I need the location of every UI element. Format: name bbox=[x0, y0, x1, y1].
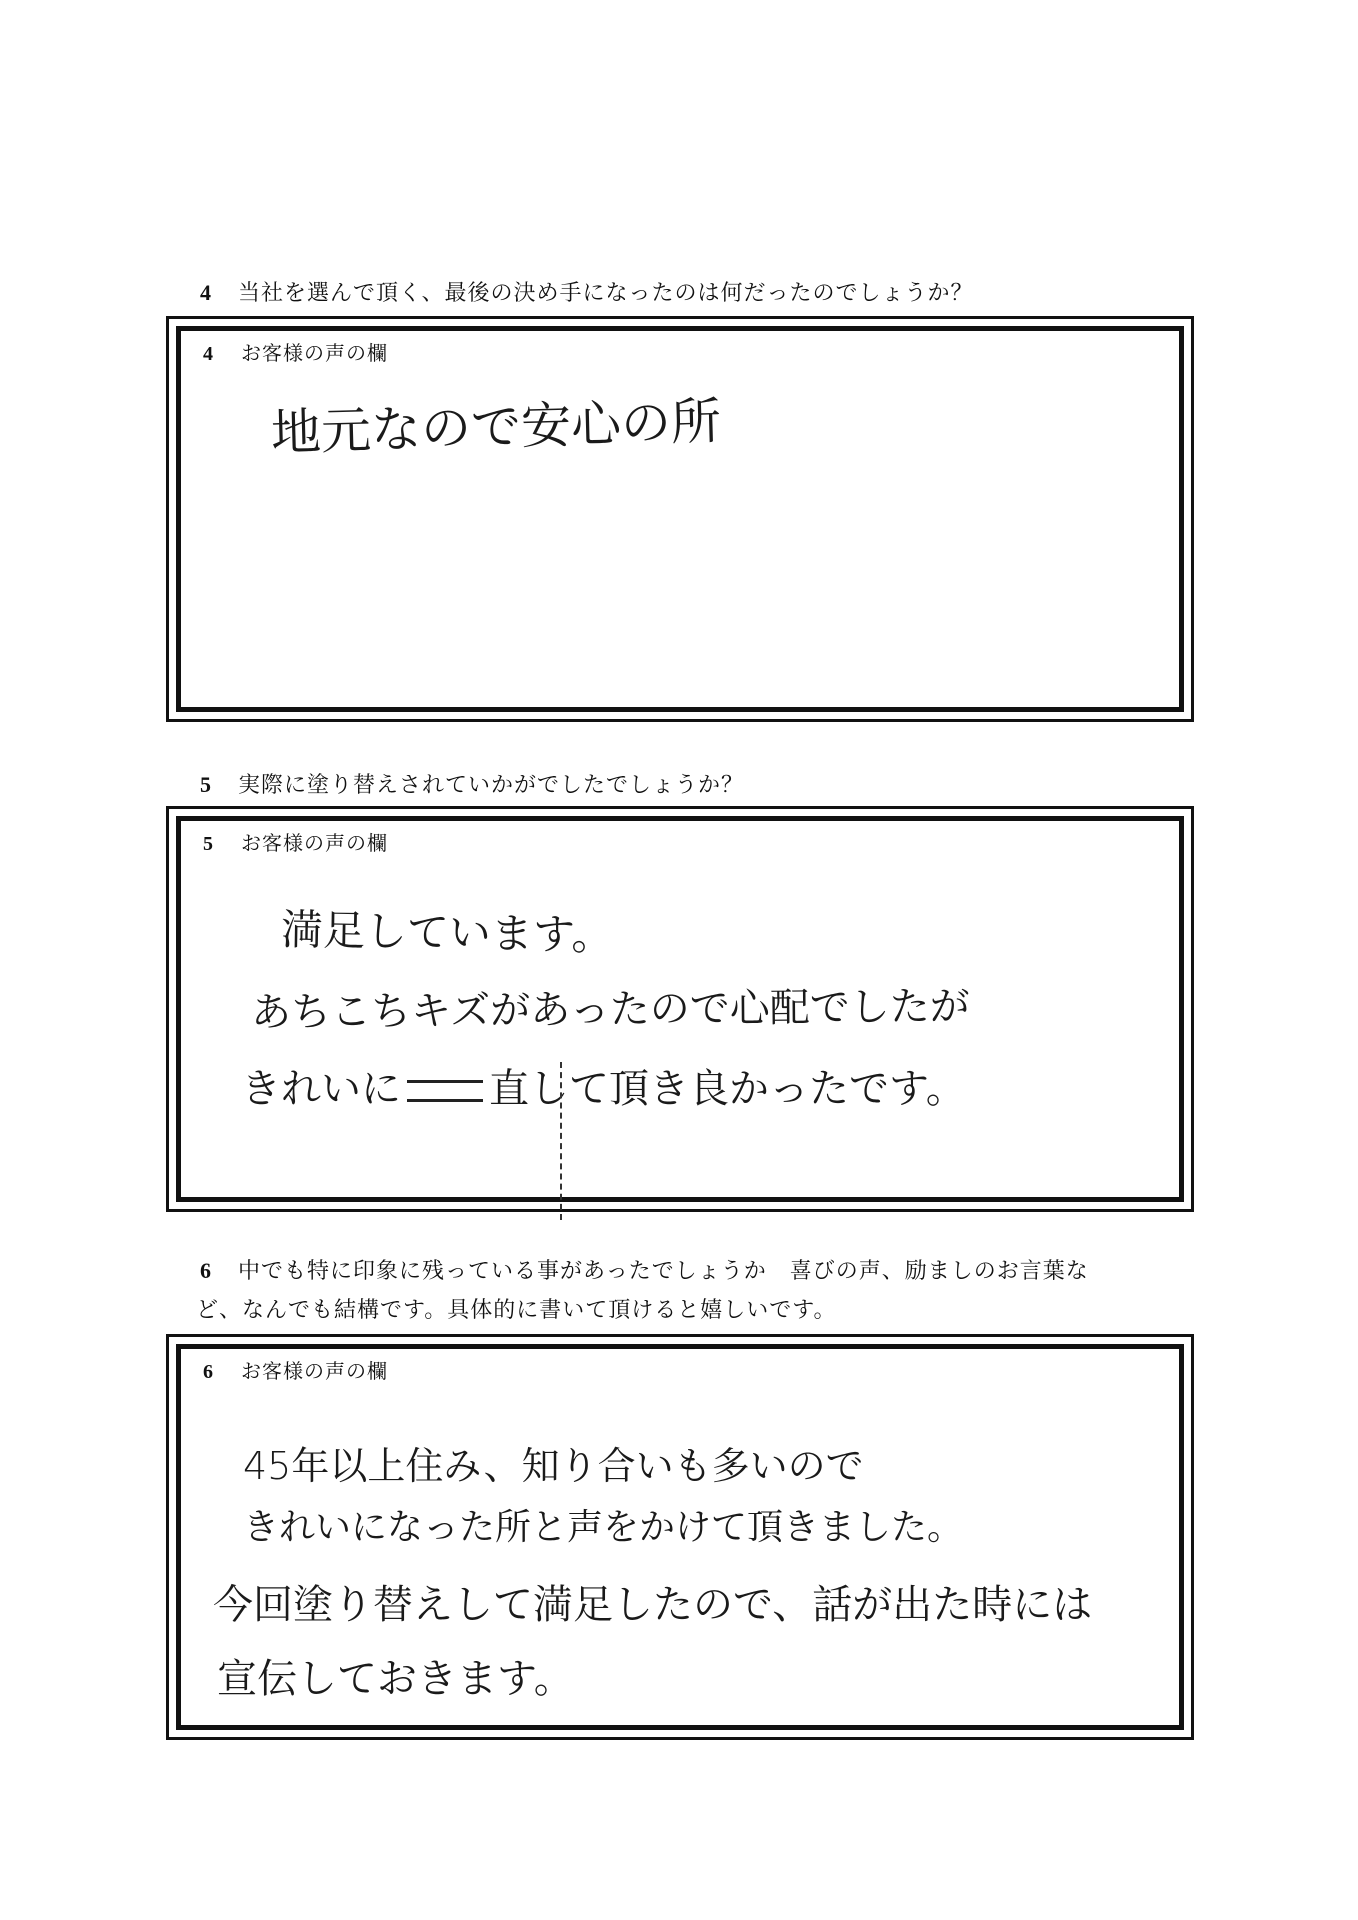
answer-box-4 bbox=[166, 316, 1194, 722]
question-5 bbox=[200, 768, 744, 803]
question-4 bbox=[200, 276, 974, 311]
handwritten-answer-line: 45年以上住み、知り合いも多いので bbox=[243, 1444, 864, 1488]
answer-box-label bbox=[203, 827, 388, 856]
answer-box-label bbox=[203, 337, 388, 366]
question-6 bbox=[200, 1254, 1089, 1289]
box-label-text: お客様の声の欄 bbox=[241, 341, 388, 365]
box-number: 4 bbox=[203, 343, 214, 365]
question-text: 当社を選んで頂く、最後の決め手になったのは何だったのでしょうか？ bbox=[238, 281, 974, 306]
scribbled-out-mark bbox=[407, 1080, 483, 1102]
box-number: 5 bbox=[203, 833, 214, 855]
handwritten-answer-line: 直して頂き良かったです。 bbox=[489, 1066, 966, 1112]
question-number: 5 bbox=[200, 772, 212, 797]
question-text-line-2: ど、なんでも結構です。具体的に書いて頂けると嬉しいです。 bbox=[196, 1298, 837, 1323]
handwritten-answer-line: 宣伝しておきます。 bbox=[217, 1656, 574, 1702]
handwritten-answer-line: きれいに bbox=[241, 1066, 401, 1112]
handwritten-answer-line: 満足しています。 bbox=[280, 905, 614, 960]
question-number: 4 bbox=[200, 280, 212, 305]
answer-box-5 bbox=[166, 806, 1194, 1212]
answer-box-inner bbox=[176, 816, 1184, 1202]
box-label-text: お客様の声の欄 bbox=[241, 831, 388, 855]
box-label-text: お客様の声の欄 bbox=[241, 1359, 388, 1383]
handwritten-answer-line: きれいになった所と声をかけて頂きました。 bbox=[243, 1507, 964, 1548]
answer-box-inner bbox=[176, 326, 1184, 712]
question-6-continued bbox=[196, 1294, 836, 1328]
question-text: 実際に塗り替えされていかがでしたでしょうか？ bbox=[238, 773, 745, 798]
answer-box-inner bbox=[176, 1344, 1184, 1730]
question-number: 6 bbox=[200, 1258, 212, 1283]
dashed-guide-line bbox=[560, 1062, 562, 1220]
handwritten-answer-line: 今回塗り替えして満足したので、話が出た時には bbox=[213, 1582, 1093, 1628]
handwritten-answer-line: あちこちキズがあったので心配でしたが bbox=[250, 983, 971, 1036]
question-text-line-1: 中でも特に印象に残っている事があったでしょうか 喜びの声、励ましのお言葉な bbox=[238, 1259, 1089, 1284]
handwritten-answer-line-group bbox=[241, 1057, 966, 1114]
answer-box-label bbox=[203, 1355, 388, 1384]
handwritten-answer-line: 地元なので安心の所 bbox=[270, 392, 722, 462]
box-number: 6 bbox=[203, 1361, 214, 1383]
answer-box-6 bbox=[166, 1334, 1194, 1740]
